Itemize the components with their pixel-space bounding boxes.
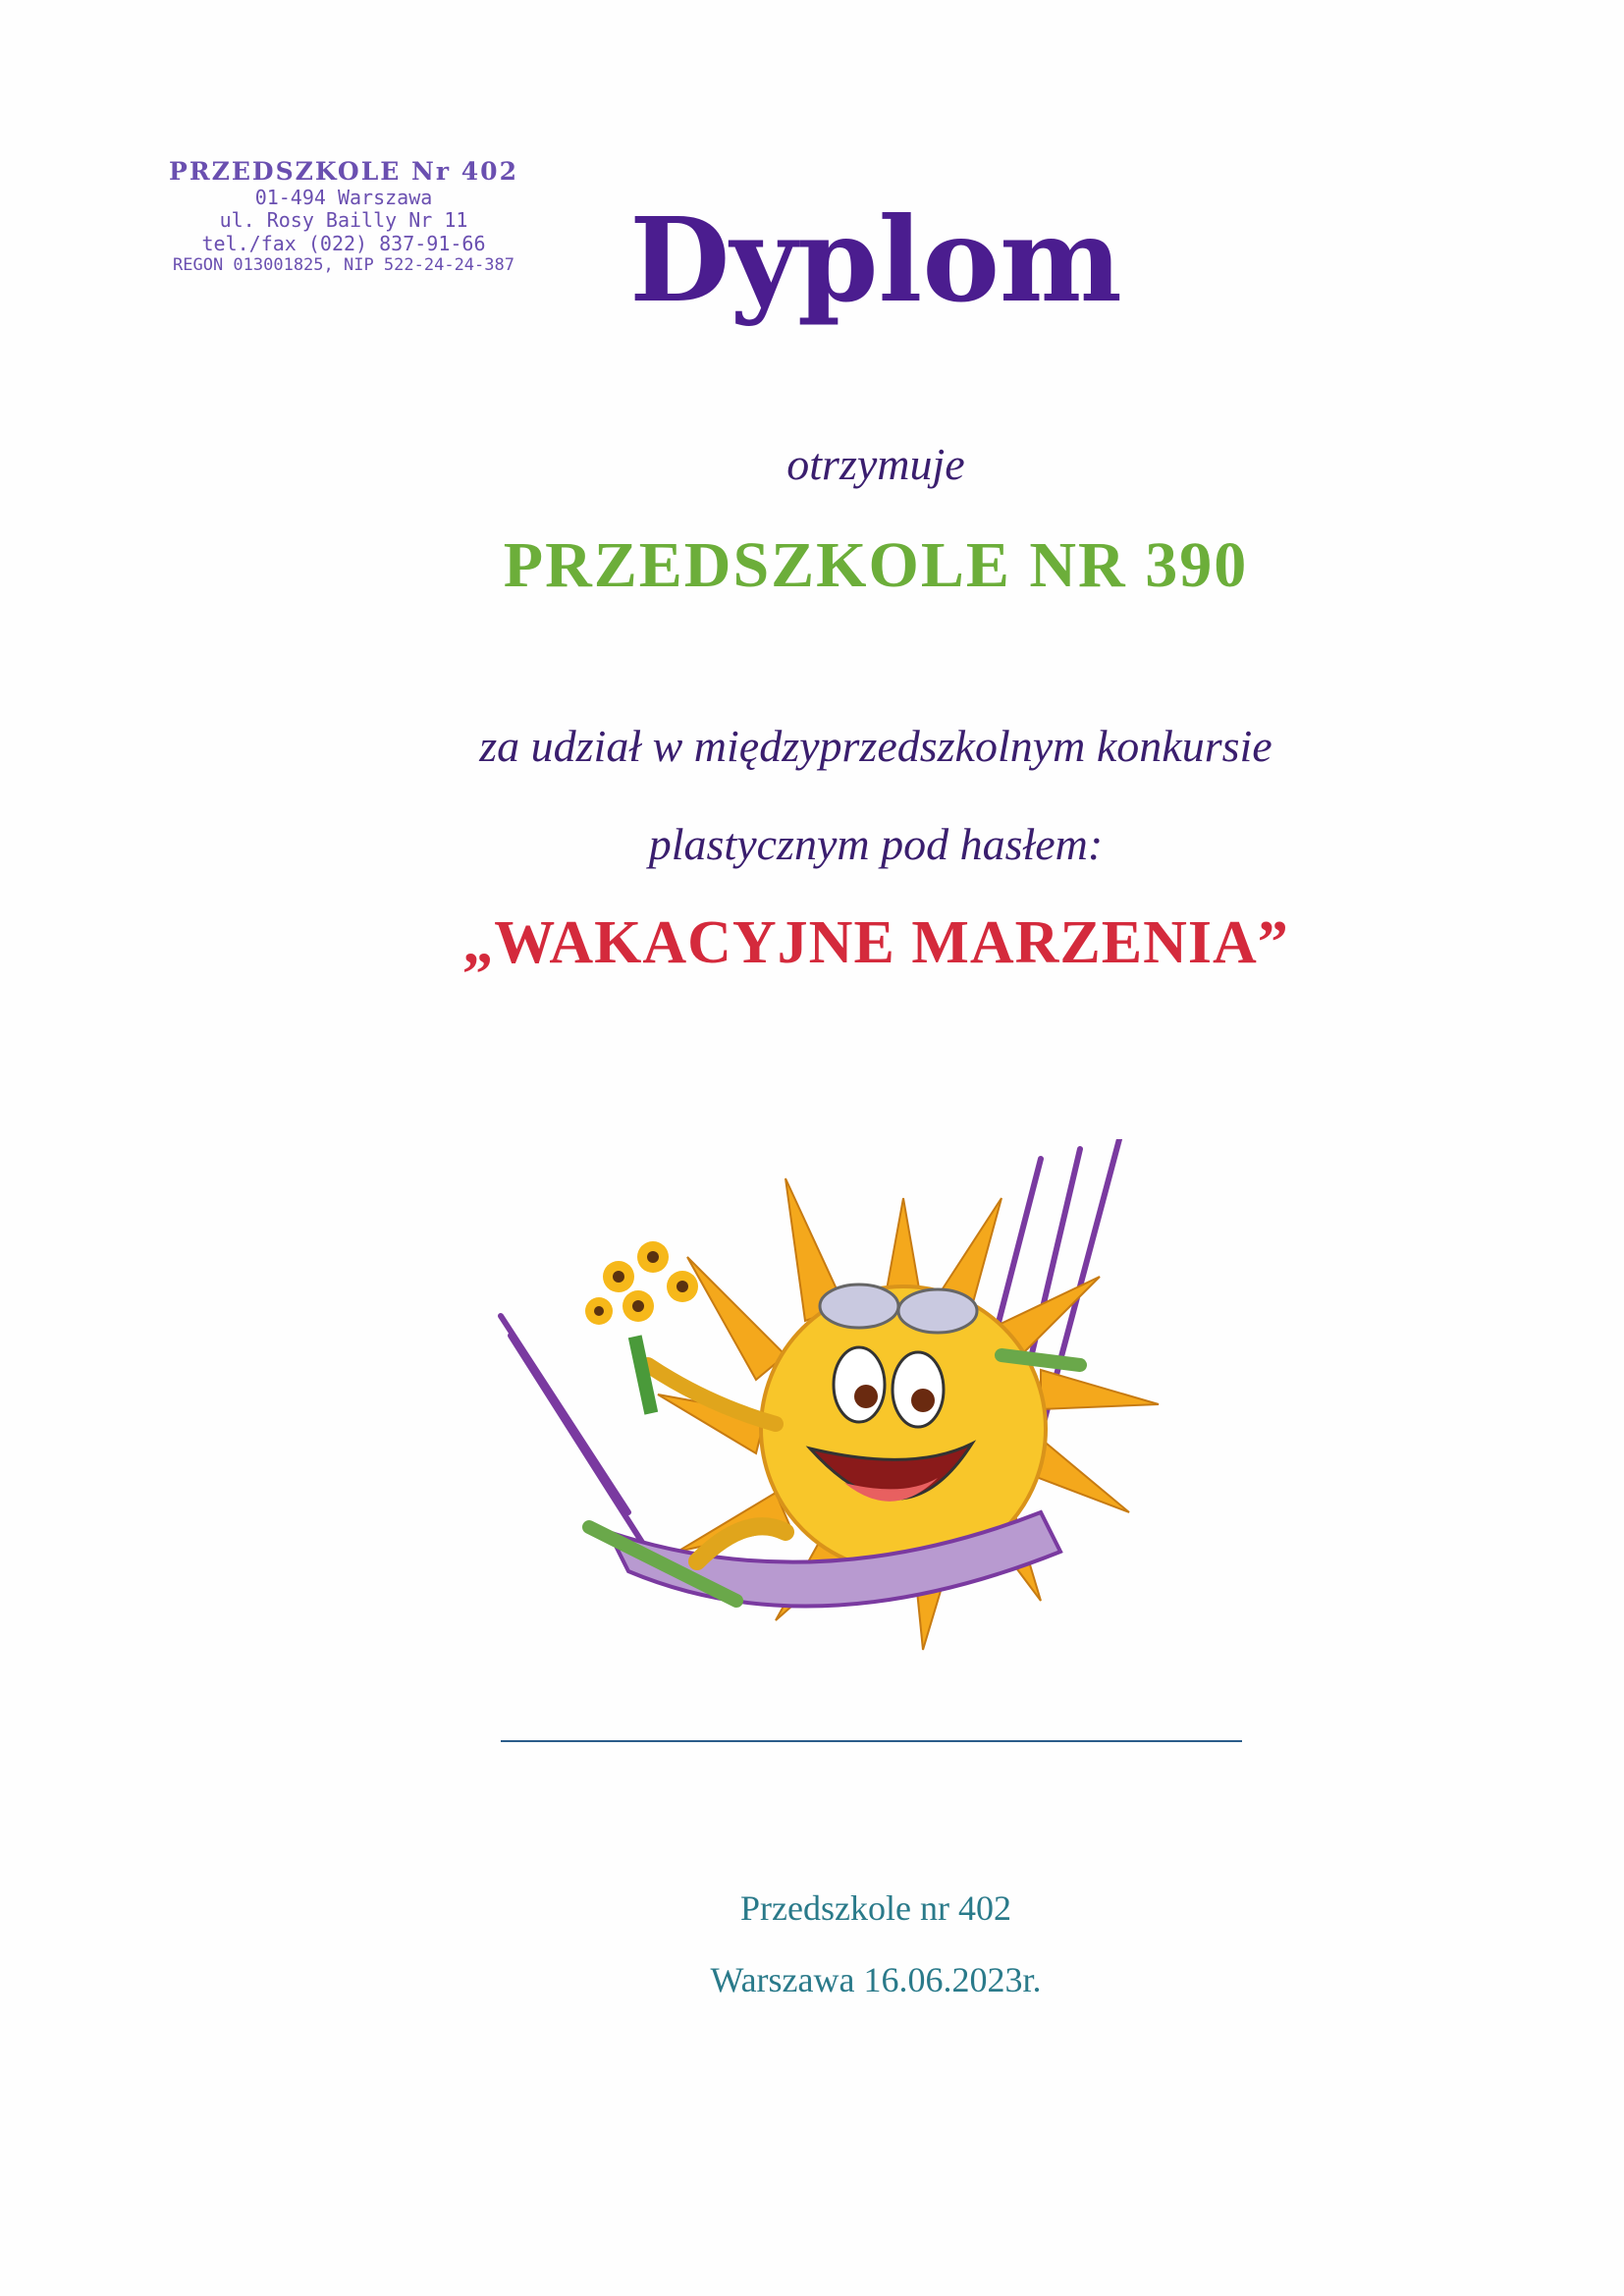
stamp-line: ul. Rosy Bailly Nr 11 — [219, 208, 468, 233]
reason-line-2: plastycznym pod hasłem: — [648, 819, 1104, 869]
stamp-line: tel./fax (022) 837-91-66 — [201, 231, 486, 255]
stamp-line: REGON 013001825, NIP 522-24-24-387 — [173, 255, 514, 276]
stamp-line: PRZEDSZKOLE Nr 402 — [169, 157, 518, 186]
recipient-name: PRZEDSZKOLE NR 390 — [503, 529, 1249, 601]
signature-line — [501, 1740, 1242, 1742]
reason-line-1: za udział w międzyprzedszkolnym konkursie — [479, 721, 1272, 771]
organizer-name: Przedszkole nr 402 — [740, 1888, 1011, 1928]
contest-slogan: „WAKACYJNE MARZENIA” — [462, 909, 1289, 976]
place-and-date: Warszawa 16.06.2023r. — [710, 1960, 1042, 1999]
diploma-title: Dyplom — [629, 191, 1122, 328]
receives-label: otrzymuje — [786, 439, 965, 489]
sun-hammock-illustration — [491, 1139, 1237, 1689]
stamp-line: 01-494 Warszawa — [254, 185, 433, 209]
